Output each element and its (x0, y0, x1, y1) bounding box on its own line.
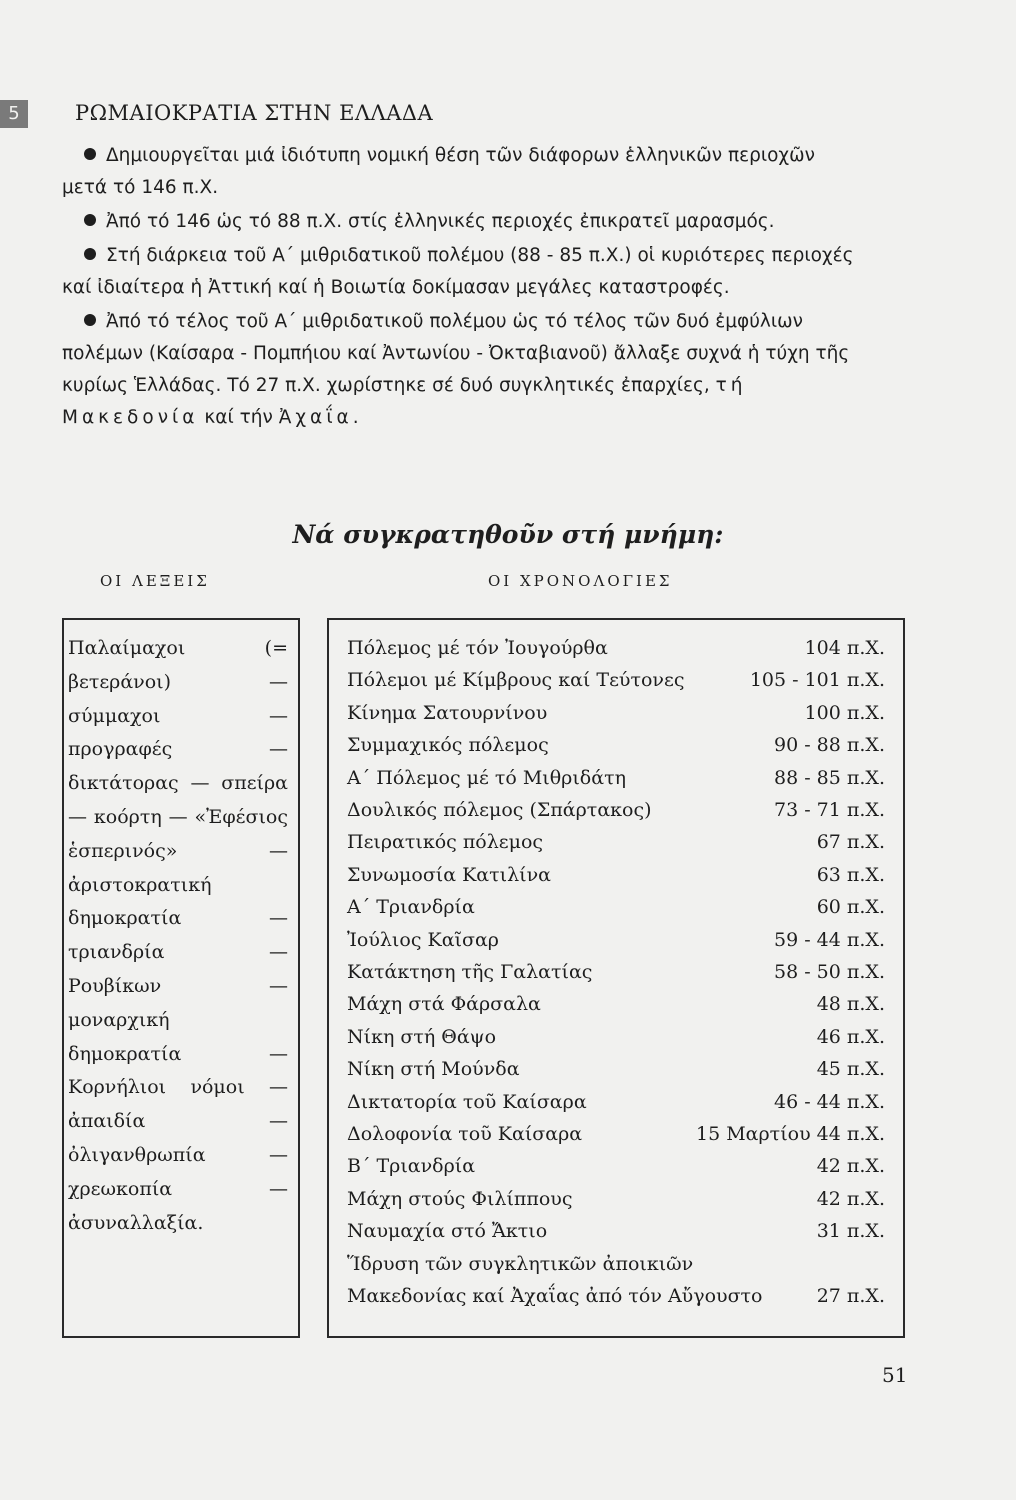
date-value: 100 π.Χ. (804, 701, 885, 724)
date-value: 88 - 85 π.Χ. (774, 766, 885, 789)
bullet-icon (84, 148, 96, 160)
date-value: 15 Μαρτίου 44 π.Χ. (696, 1123, 885, 1145)
date-value: 42 π.Χ. (816, 1155, 885, 1178)
date-value: 58 - 50 π.Χ. (774, 961, 885, 983)
dates-box (327, 618, 905, 1338)
date-row (347, 794, 885, 826)
date-value: 73 - 71 π.Χ. (774, 799, 885, 821)
date-row (347, 1086, 885, 1118)
bullet-icon (84, 214, 96, 226)
bullet-item (62, 140, 862, 204)
date-row (347, 1118, 885, 1150)
date-row (347, 956, 885, 988)
date-value: 27 π.Χ. (816, 1285, 885, 1307)
date-value: 59 - 44 π.Χ. (774, 928, 885, 951)
date-value: 90 - 88 π.Χ. (774, 734, 885, 757)
date-event: Ἵδρυση τῶν συγκλητικῶν ἀποικιῶν (347, 1252, 694, 1275)
date-event: Δικτατορία τοῦ Καίσαρα (347, 1090, 587, 1113)
date-row (347, 664, 885, 696)
date-event: Συνωμοσία Κατιλίνα (347, 863, 551, 886)
date-row (347, 1053, 885, 1085)
date-event: Α΄ Τριανδρία (347, 896, 475, 919)
date-row (347, 632, 885, 664)
date-value: 105 - 101 π.Χ. (749, 669, 885, 692)
date-row (347, 1021, 885, 1053)
date-value: 60 π.Χ. (816, 896, 885, 919)
date-value: 45 π.Χ. (816, 1058, 885, 1081)
date-event: Β΄ Τριανδρία (347, 1155, 476, 1178)
date-event: Μάχη στούς Φιλίππους (347, 1187, 573, 1210)
date-row (347, 826, 885, 858)
date-event: Πόλεμος μέ τόν Ἰουγούρθα (347, 637, 608, 659)
date-row (347, 1183, 885, 1215)
section-title: ΡΩΜΑΙΟΚΡΑΤΙΑ ΣΤΗΝ ΕΛΛΑΔΑ (75, 101, 434, 125)
date-value: 48 π.Χ. (816, 993, 885, 1016)
date-value: 46 - 44 π.Χ. (774, 1090, 885, 1113)
page-number: 51 (882, 1363, 908, 1387)
date-event: Κατάκτηση τῆς Γαλατίας (347, 961, 593, 983)
date-row (347, 924, 885, 956)
dates-column-header: ΟΙ ΧΡΟΝΟΛΟΓΙΕΣ (488, 572, 673, 590)
words-box (62, 618, 300, 1338)
bullet-item (62, 240, 862, 304)
bullet-text: Ἀπό τό 146 ὡς τό 88 π.Χ. στίς ἑλληνικές περιοχές ἐπικρατεῖ μαρασμός. (106, 211, 775, 232)
bullet-icon (84, 314, 96, 326)
date-event: Μάχη στά Φάρσαλα (347, 993, 541, 1016)
date-value: 42 π.Χ. (816, 1187, 885, 1210)
date-event: Δουλικός πόλεμος (Σπάρτακος) (347, 799, 652, 821)
date-row (347, 988, 885, 1020)
date-event: Μακεδονίας καί Ἀχαΐας ἀπό τόν Αὔγουστο (347, 1285, 763, 1307)
bullet-text-achaia: Ἀχαΐα (278, 407, 353, 428)
date-event: Νίκη στή Θάψο (347, 1025, 497, 1048)
date-event: Ναυμαχία στό Ἄκτιο (347, 1220, 548, 1243)
bullet-text: καί τήν (204, 407, 273, 428)
section-tab-marker: 5 (0, 100, 28, 128)
date-value: 31 π.Χ. (816, 1220, 885, 1243)
date-row (347, 729, 885, 761)
date-event: Συμμαχικός πόλεμος (347, 734, 549, 757)
date-row (347, 1215, 885, 1247)
bullet-text-spaced: τή (715, 375, 747, 396)
date-event: Ἰούλιος Καῖσαρ (347, 928, 499, 951)
remember-heading: Νά συγκρατηθοῦν στή μνήμη: (292, 520, 724, 549)
date-row (347, 1248, 885, 1280)
bullet-item (62, 306, 862, 434)
bullet-icon (84, 248, 96, 260)
date-row (347, 859, 885, 891)
date-row (347, 891, 885, 923)
date-event: Δολοφονία τοῦ Καίσαρα (347, 1123, 583, 1145)
date-row (347, 1150, 885, 1182)
date-row (347, 1280, 885, 1312)
date-event: Κίνημα Σατουρνίνου (347, 701, 548, 724)
words-column-header: ΟΙ ΛΕΞΕΙΣ (100, 572, 210, 590)
bullet-text: Ἀπό τό τέλος τοῦ Α΄ μιθριδατικοῦ πολέμου ὡς τό τέλος τῶν δυό ἐμφύλιων πολέμων (Καίσαρα - Πομπήιου καί Ἀντωνίου - Ὀκταβιανοῦ) ἄλλαξε συχνά ἡ τύχη τῆς κυρίως Ἑλλάδας. Τό 27 π.Χ. χωρίστηκε σέ δυό συγκλητικές ἐπαρχίες, (62, 311, 850, 396)
date-value: 63 π.Χ. (816, 863, 885, 886)
bullet-text-macedonia: Μακεδονία (62, 407, 199, 428)
date-event: Α΄ Πόλεμος μέ τό Μιθριδάτη (347, 766, 626, 789)
bullet-item (62, 206, 862, 238)
summary-bullets (62, 140, 862, 436)
date-value: 46 π.Χ. (816, 1025, 885, 1048)
date-row (347, 697, 885, 729)
date-event: Πειρατικός πόλεμος (347, 831, 544, 854)
bullet-text-end: . (352, 407, 359, 428)
date-value: 67 π.Χ. (816, 831, 885, 854)
date-row (347, 762, 885, 794)
date-event: Πόλεμοι μέ Κίμβρους καί Τεύτονες (347, 669, 685, 692)
bullet-text: Στή διάρκεια τοῦ Α΄ μιθριδατικοῦ πολέμου (88 - 85 π.Χ.) οἱ κυριότερες περιοχές καί ἰδιαίτερα ἡ Ἀττική καί ἡ Βοιωτία δοκίμασαν μεγάλες καταστροφές. (62, 245, 854, 298)
date-value: 104 π.Χ. (804, 637, 885, 659)
date-event: Νίκη στή Μούνδα (347, 1058, 520, 1081)
words-text: Παλαίμαχοι (= βετεράνοι) — σύμμαχοι — προγραφές — δικτάτορας — σπείρα — κοόρτη — «Ἐφέσιος ἑσπερινός» — ἀριστοκρατική δημοκρατία — τριανδρία — Ρουβίκων — μοναρχική δημοκρατία — Κορνήλιοι νόμοι — ἀπαιδία — ὀλιγανθρωπία — χρεωκοπία — ἀσυναλλαξία. (68, 637, 288, 1234)
bullet-text: Δημιουργεῖται μιά ἰδιότυπη νομική θέση τῶν διάφορων ἑλληνικῶν περιοχῶν μετά τό 146 π.Χ. (62, 145, 815, 198)
